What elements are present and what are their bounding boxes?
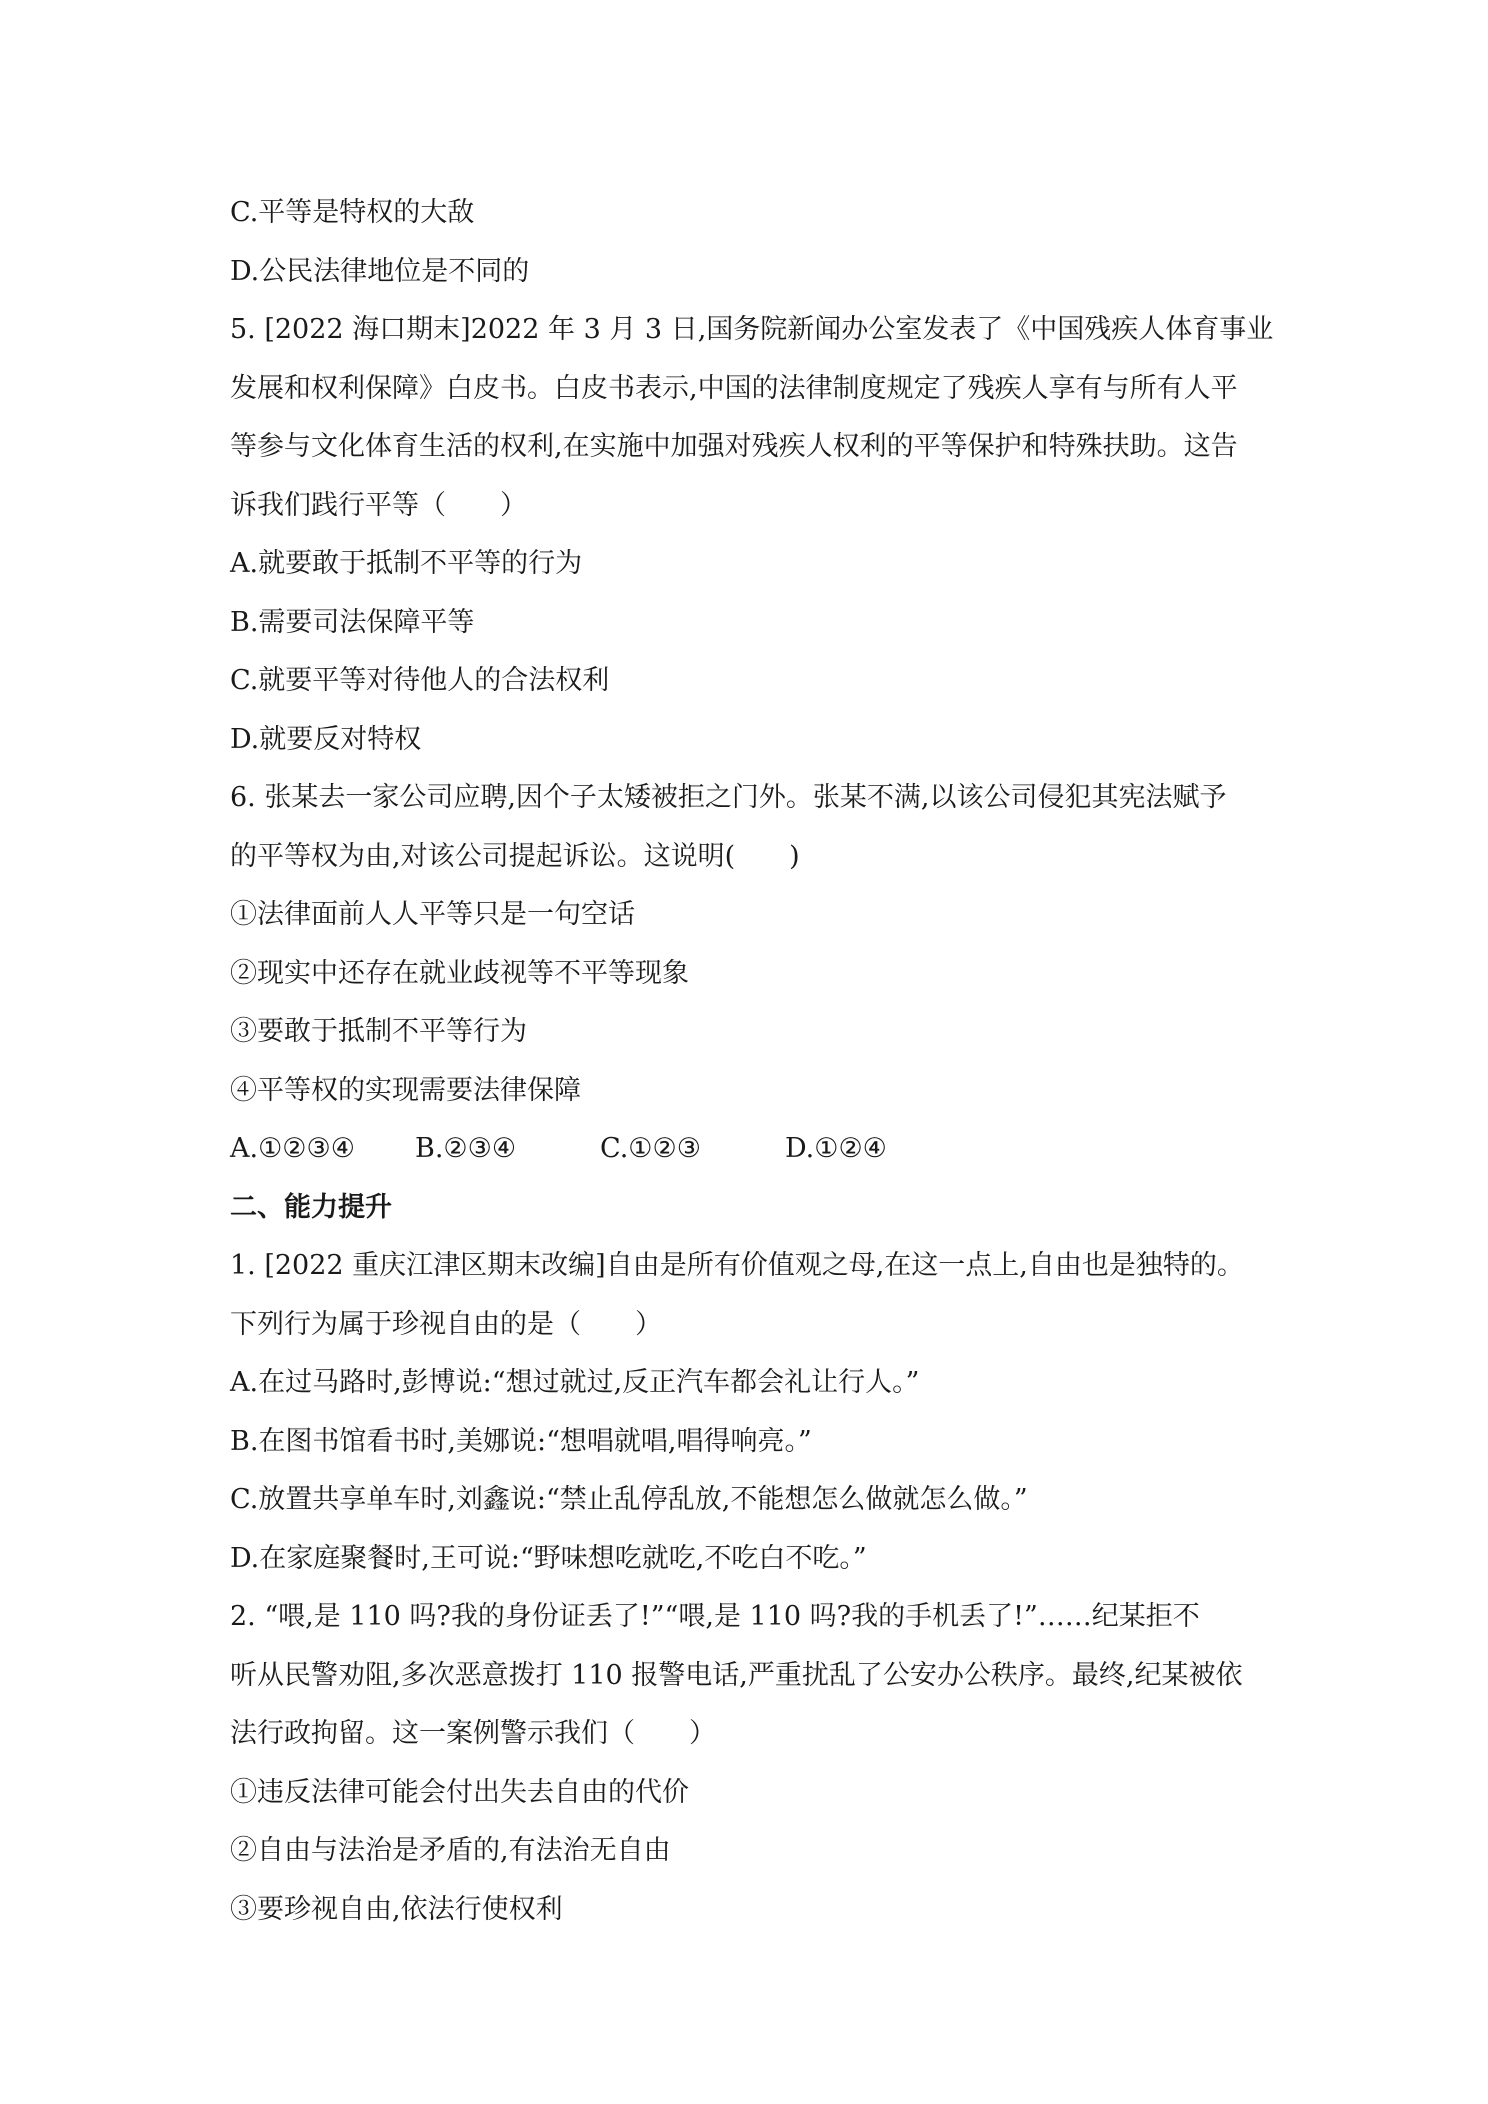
option-line: B.需要司法保障平等 bbox=[230, 606, 475, 638]
statement-line: ③要珍视自由,依法行使权利 bbox=[230, 1893, 563, 1925]
question-6-stem: 6. 张某去一家公司应聘,因个子太矮被拒之门外。张某不满,以该公司侵犯其宪法赋予 bbox=[230, 782, 1227, 813]
option-d: D.①②④ bbox=[785, 1133, 887, 1164]
text-line: 诉我们践行平等（ ） bbox=[230, 489, 527, 521]
statement-line: ①违反法律可能会付出失去自由的代价 bbox=[230, 1776, 689, 1808]
document-page bbox=[230, 184, 1274, 1939]
option-line: D.在家庭聚餐时,王可说:“野味想吃就吃,不吃白不吃。” bbox=[230, 1542, 867, 1574]
question-1-stem: 1. [2022 重庆江津区期末改编]自由是所有价值观之母,在这一点上,自由也是独特的。 bbox=[230, 1250, 1244, 1281]
statement-line: ①法律面前人人平等只是一句空话 bbox=[230, 899, 635, 930]
statement-line: ②自由与法治是矛盾的,有法治无自由 bbox=[230, 1835, 671, 1866]
question-6-options bbox=[230, 1120, 1270, 1179]
statement-line: ③要敢于抵制不平等行为 bbox=[230, 1016, 527, 1047]
section-heading: 二、能力提升 bbox=[230, 1191, 392, 1223]
text-line: 听从民警劝阻,多次恶意拨打 110 报警电话,严重扰乱了公安办公秩序。最终,纪某被依 bbox=[230, 1659, 1243, 1691]
option-line: A.就要敢于抵制不平等的行为 bbox=[230, 548, 583, 579]
text-line: 下列行为属于珍视自由的是（ ） bbox=[230, 1308, 662, 1340]
question-5-stem: 5. [2022 海口期末]2022 年 3 月 3 日,国务院新闻办公室发表了《中国残疾人体育事业 bbox=[230, 314, 1274, 345]
text-line: 的平等权为由,对该公司提起诉讼。这说明( ) bbox=[230, 840, 800, 872]
text-line: C.平等是特权的大敌 bbox=[230, 197, 475, 228]
option-line: D.就要反对特权 bbox=[230, 723, 422, 755]
text-line: D.公民法律地位是不同的 bbox=[230, 255, 530, 287]
text-line: 发展和权利保障》白皮书。白皮书表示,中国的法律制度规定了残疾人享有与所有人平 bbox=[230, 372, 1238, 404]
option-line: A.在过马路时,彭博说:“想过就过,反正汽车都会礼让行人。” bbox=[230, 1367, 920, 1398]
question-2-stem: 2. “喂,是 110 吗?我的身份证丢了!”“喂,是 110 吗?我的手机丢了!”……纪某拒不 bbox=[230, 1601, 1200, 1632]
option-b: B.②③④ bbox=[415, 1133, 517, 1164]
option-line: B.在图书馆看书时,美娜说:“想唱就唱,唱得响亮。” bbox=[230, 1425, 812, 1457]
option-line: C.就要平等对待他人的合法权利 bbox=[230, 665, 610, 696]
text-line: 法行政拘留。这一案例警示我们（ ） bbox=[230, 1718, 716, 1749]
option-line: C.放置共享单车时,刘鑫说:“禁止乱停乱放,不能想怎么做就怎么做。” bbox=[230, 1484, 1028, 1515]
statement-line: ②现实中还存在就业歧视等不平等现象 bbox=[230, 957, 689, 989]
option-c: C.①②③ bbox=[600, 1133, 701, 1164]
text-line: 等参与文化体育生活的权利,在实施中加强对残疾人权利的平等保护和特殊扶助。这告 bbox=[230, 431, 1238, 462]
option-a: A.①②③④ bbox=[230, 1133, 355, 1164]
statement-line: ④平等权的实现需要法律保障 bbox=[230, 1074, 581, 1106]
